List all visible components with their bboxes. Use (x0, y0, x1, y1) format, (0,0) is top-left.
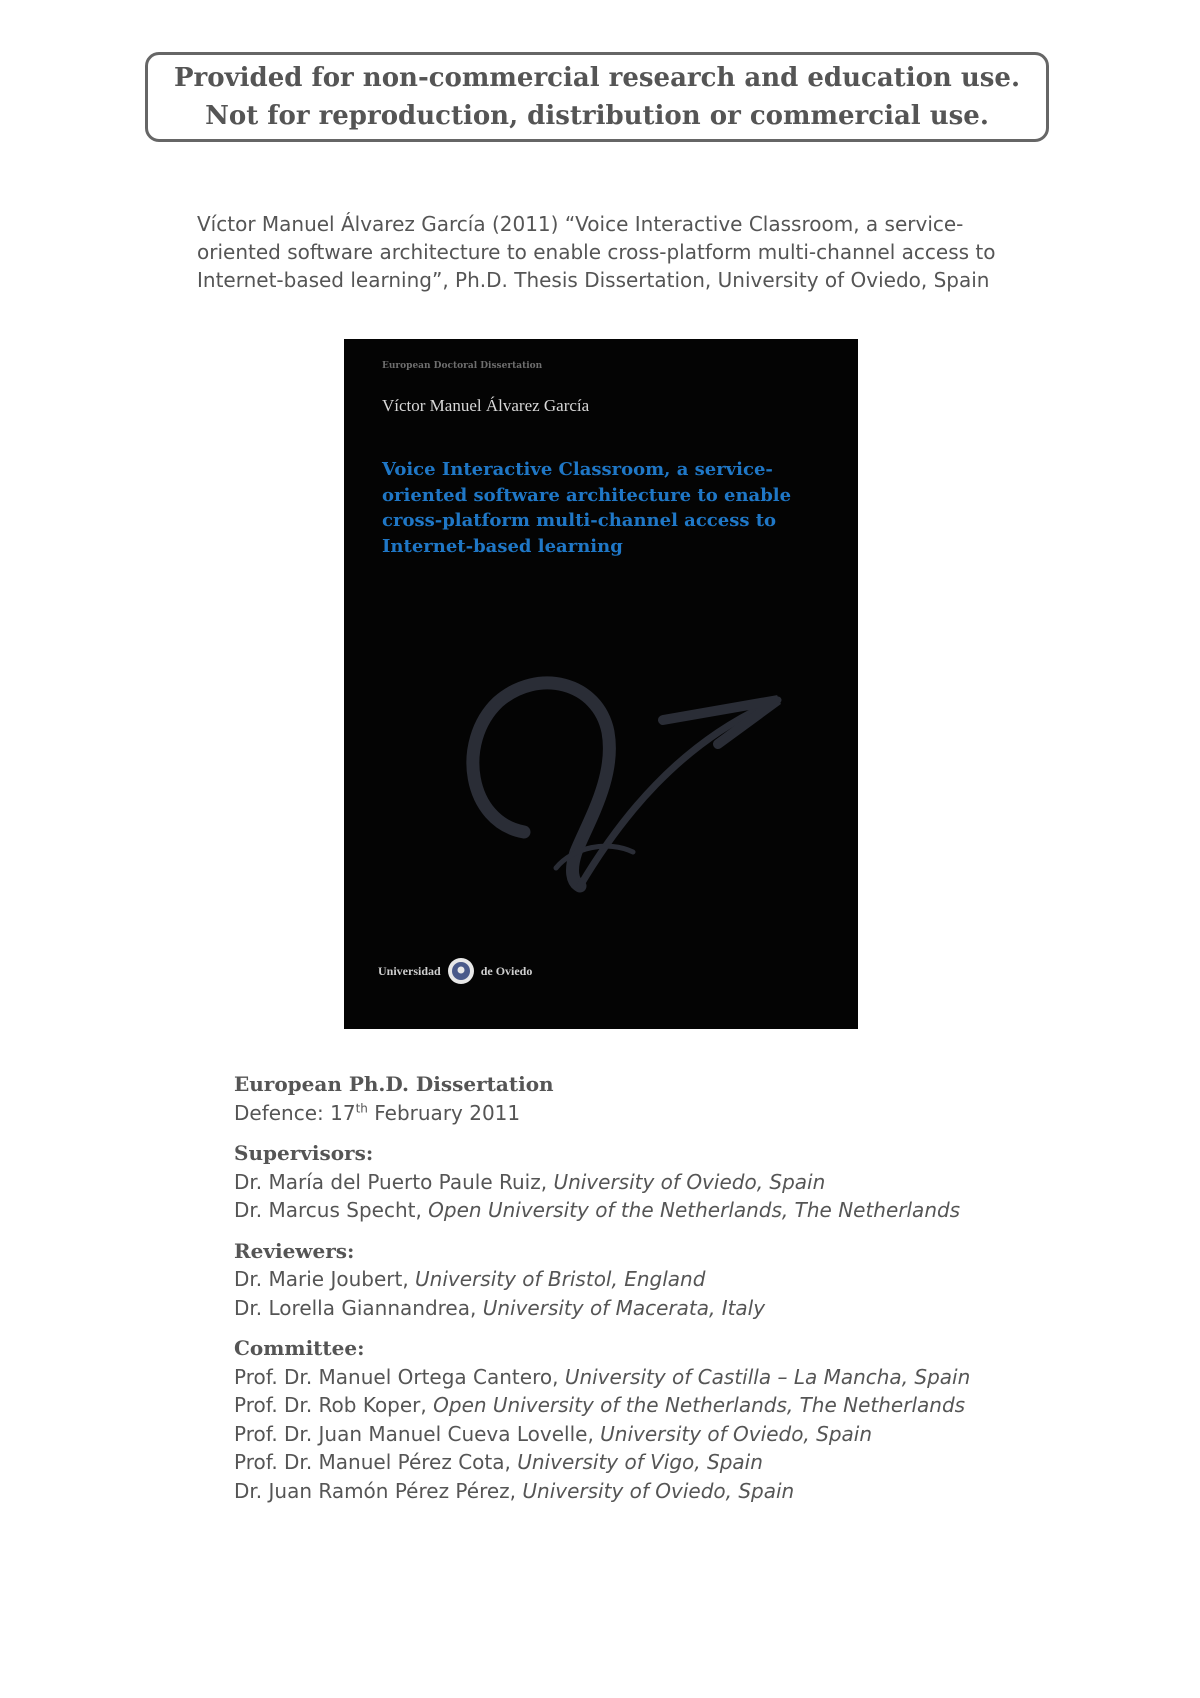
citation-text: Víctor Manuel Álvarez García (2011) “Voice Interactive Classroom, a service-oriented software architecture to enable cross-platform multi-channel access to Internet-based learning”, Ph.D. Thesis Dissertation, University of Oviedo, Spain (197, 212, 996, 292)
cover-title-line: Voice Interactive Classroom, a service- (382, 459, 773, 480)
usage-notice-line-2: Not for reproduction, distribution or commercial use. (205, 101, 989, 131)
person-affiliation: University of Vigo, Spain (517, 1450, 763, 1474)
person-name: Dr. Juan Ramón Pérez Pérez, (234, 1478, 523, 1503)
committee-entry (234, 1420, 1134, 1449)
dissertation-info (234, 1070, 1134, 1505)
person-affiliation: University of Oviedo, Spain (522, 1478, 795, 1503)
reviewer-entry (234, 1265, 1134, 1294)
supervisor-entry (234, 1196, 1134, 1225)
person-name: Prof. Dr. Rob Koper, (234, 1393, 434, 1417)
person-affiliation: Open University of the Netherlands, The Netherlands (428, 1198, 961, 1222)
person-name: Prof. Dr. Manuel Ortega Cantero, (234, 1364, 565, 1389)
committee-entry (234, 1391, 1134, 1420)
dissertation-type-heading: European Ph.D. Dissertation (234, 1072, 554, 1096)
university-name-right: de Oviedo (480, 963, 533, 978)
university-name-left: Universidad (378, 963, 441, 978)
person-affiliation: University of Castilla – La Mancha, Spain (564, 1364, 971, 1389)
cover-title-line: Internet-based learning (382, 535, 623, 557)
cover-title-line: oriented software architecture to enable (382, 484, 792, 506)
committee-entry (234, 1448, 1134, 1477)
committee-entry (234, 1477, 1134, 1506)
person-name: Dr. Lorella Giannandrea, (234, 1295, 483, 1320)
cover-series-label: European Doctoral Dissertation (382, 361, 543, 371)
person-affiliation: University of Oviedo, Spain (600, 1421, 873, 1446)
person-name: Dr. María del Puerto Paule Ruiz, (234, 1169, 554, 1194)
usage-notice-line-1: Provided for non-commercial research and education use. (173, 63, 1020, 93)
cover-university-mark (378, 957, 532, 985)
defence-date (234, 1099, 1134, 1128)
person-name: Prof. Dr. Juan Manuel Cueva Lovelle, (234, 1421, 601, 1446)
supervisor-entry (234, 1168, 1134, 1197)
committee-heading: Committee: (234, 1336, 365, 1360)
person-affiliation: University of Macerata, Italy (482, 1295, 766, 1320)
cover-title (382, 457, 822, 559)
person-affiliation: University of Bristol, England (415, 1267, 706, 1291)
person-affiliation: Open University of the Netherlands, The Netherlands (433, 1393, 966, 1417)
cover-author: Víctor Manuel Álvarez García (382, 396, 590, 415)
reviewer-entry (234, 1294, 1134, 1323)
defence-date-prefix: Defence: 17 (234, 1100, 356, 1125)
person-name: Dr. Marie Joubert, (234, 1267, 416, 1291)
book-cover-image (344, 339, 858, 1029)
usage-notice-box (145, 52, 1049, 142)
committee-entry (234, 1363, 1134, 1392)
person-affiliation: University of Oviedo, Spain (553, 1169, 826, 1194)
defence-date-suffix: February 2011 (367, 1100, 521, 1125)
cover-v-logo-icon (458, 672, 798, 902)
reviewers-heading: Reviewers: (234, 1238, 355, 1263)
defence-date-ordinal: th (355, 1100, 368, 1115)
person-name: Dr. Marcus Specht, (234, 1198, 429, 1222)
cover-title-line: cross-platform multi-channel access to (382, 510, 777, 531)
supervisors-heading: Supervisors: (234, 1141, 374, 1165)
university-emblem-icon (447, 957, 475, 985)
person-name: Prof. Dr. Manuel Pérez Cota, (234, 1450, 518, 1474)
